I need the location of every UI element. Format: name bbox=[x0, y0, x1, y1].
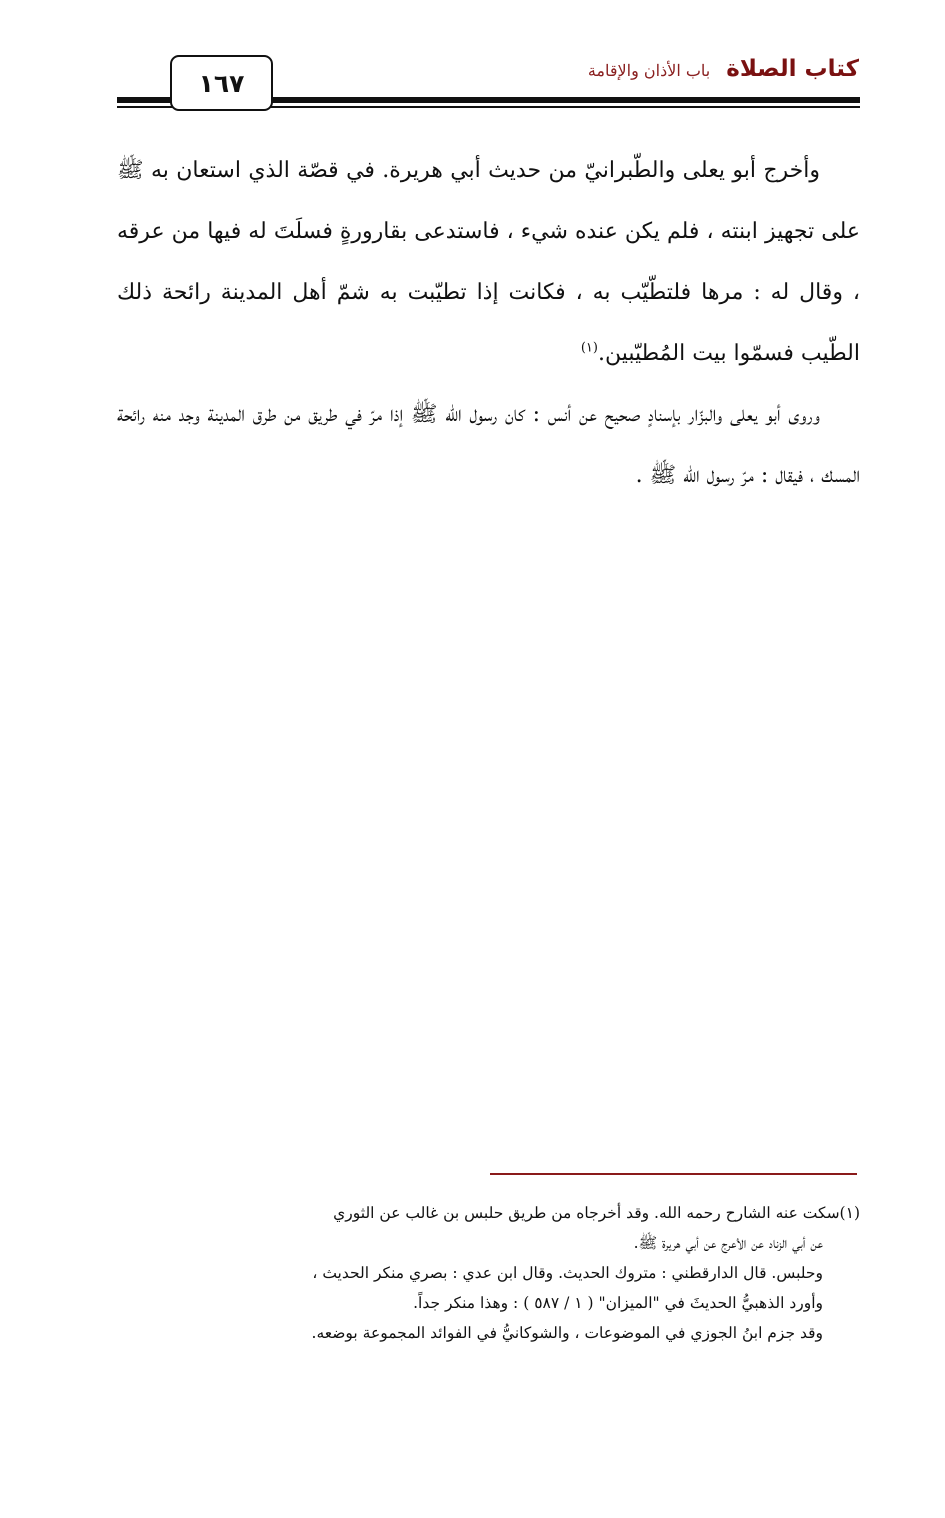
book-title: كتاب الصلاة bbox=[726, 56, 859, 82]
running-header bbox=[588, 56, 859, 82]
paragraph-1-text: وأخرج أبو يعلى والطّبرانيّ من حديث أبي هريرة. في قصّة الذي استعان به ﷺ على تجهيز ابنته ، فلم يكن عنده شيء ، فاستدعى بقارورةٍ فسلَتَ له فيها من عرقه ، وقال له : مرها فلتطّيّب به ، فكانت إذا تطيّبت به شمّ أهل المدينة رائحة ذلك الطّيب فسمّوا بيت المُطيّبين. bbox=[117, 158, 860, 366]
page-number: ١٦٧ bbox=[170, 55, 273, 111]
footnote-line: وأورد الذهبيُّ الحديثَ في "الميزان" ( ١ / ٥٨٧ ) : وهذا منكر جداً. bbox=[413, 1294, 823, 1312]
footnote-line: (١)سكت عنه الشارح رحمه الله. وقد أخرجاه من طريق حلبس بن غالب عن الثوري bbox=[333, 1204, 860, 1222]
footnote-ref-1[interactable]: (١) bbox=[580, 340, 598, 356]
footnote-line: وقد جزم ابنُ الجوزي في الموضوعات ، والشوكانيُّ في الفوائد المجموعة بوضعه. bbox=[311, 1324, 823, 1342]
paragraph-1 bbox=[117, 140, 860, 384]
footnotes bbox=[117, 1198, 860, 1348]
footnote-line: وحلبس. قال الدارقطني : متروك الحديث. وقال ابن عدي : بصري منكر الحديث ، bbox=[312, 1264, 823, 1282]
footnote-line: عن أبي الزناد عن الأعرج عن أبي هريرة ﷺ. bbox=[633, 1234, 823, 1252]
footnote-separator bbox=[490, 1173, 857, 1175]
main-text bbox=[117, 140, 860, 506]
paragraph-2: وروى أبو يعلى والبزّار بإسنادٍ صحيح عن أنس : كان رسول الله ﷺ إذا مرّ في طريق من طرق المدينة وجد منه رائحة المسك ، فيقال : مرّ رسول الله ﷺ . bbox=[117, 402, 860, 488]
chapter-title: باب الأذان والإقامة bbox=[587, 61, 711, 80]
